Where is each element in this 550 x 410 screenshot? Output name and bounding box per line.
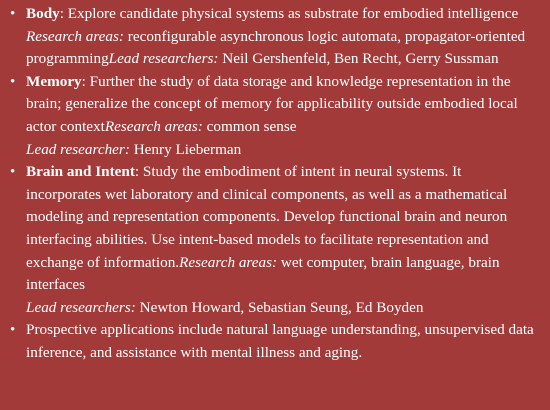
lead-researchers-label: Lead researchers: [108,50,219,68]
topic-description: : Further the study of data storage and knowledge representation in the brain; generalize the concept of memory for applicability outside embodied local actor context [26,72,518,135]
research-areas-value: common sense [202,117,297,135]
topic-description: : Explore candidate physical systems as substrate for embodied intelligence [59,5,519,22]
research-areas-value: wet computer, brain language, brain interfaces [26,253,500,294]
bullet-icon: • [10,164,16,181]
topic-title: Body [26,5,60,22]
bullet-icon: • [10,73,16,90]
lead-researchers-value: Henry Lieberman [129,140,242,158]
research-areas-label: Research areas: [26,27,124,45]
list-item-memory [6,71,540,161]
research-areas-value: reconfigurable asynchronous logic automata, propagator-oriented programming [26,27,526,68]
lead-researchers-label: Lead researchers: [26,298,136,316]
topic-title: Memory [26,72,82,90]
list-item-body [6,3,540,71]
lead-researchers-value: Newton Howard, Sebastian Seung, Ed Boyden [135,298,424,316]
lead-researchers-value: Neil Gershenfeld, Ben Recht, Gerry Sussman [218,50,499,68]
lead-researchers-label: Lead researcher: [26,140,130,158]
topic-description: : Study the embodiment of intent in neural systems. It incorporates wet laboratory and clinical components, as well as a mathematical modeling and representation components. Develop functional brain and neuron interfacing abilities. Use intent-based models to facilitate representation and exchange of information. [26,163,508,271]
bullet-icon: • [10,322,16,339]
list-item-prospective-applications [6,319,540,364]
applications-text: Prospective applications include natural language understanding, unsupervised data inference, and assistance with mental illness and aging. [26,321,534,361]
research-areas-label: Research areas: [179,253,278,271]
bullet-icon: • [10,6,16,22]
research-areas-label: Research areas: [104,117,203,135]
topic-title: Brain and Intent [26,163,135,181]
topic-list [6,3,540,365]
list-item-brain-and-intent [6,161,540,319]
